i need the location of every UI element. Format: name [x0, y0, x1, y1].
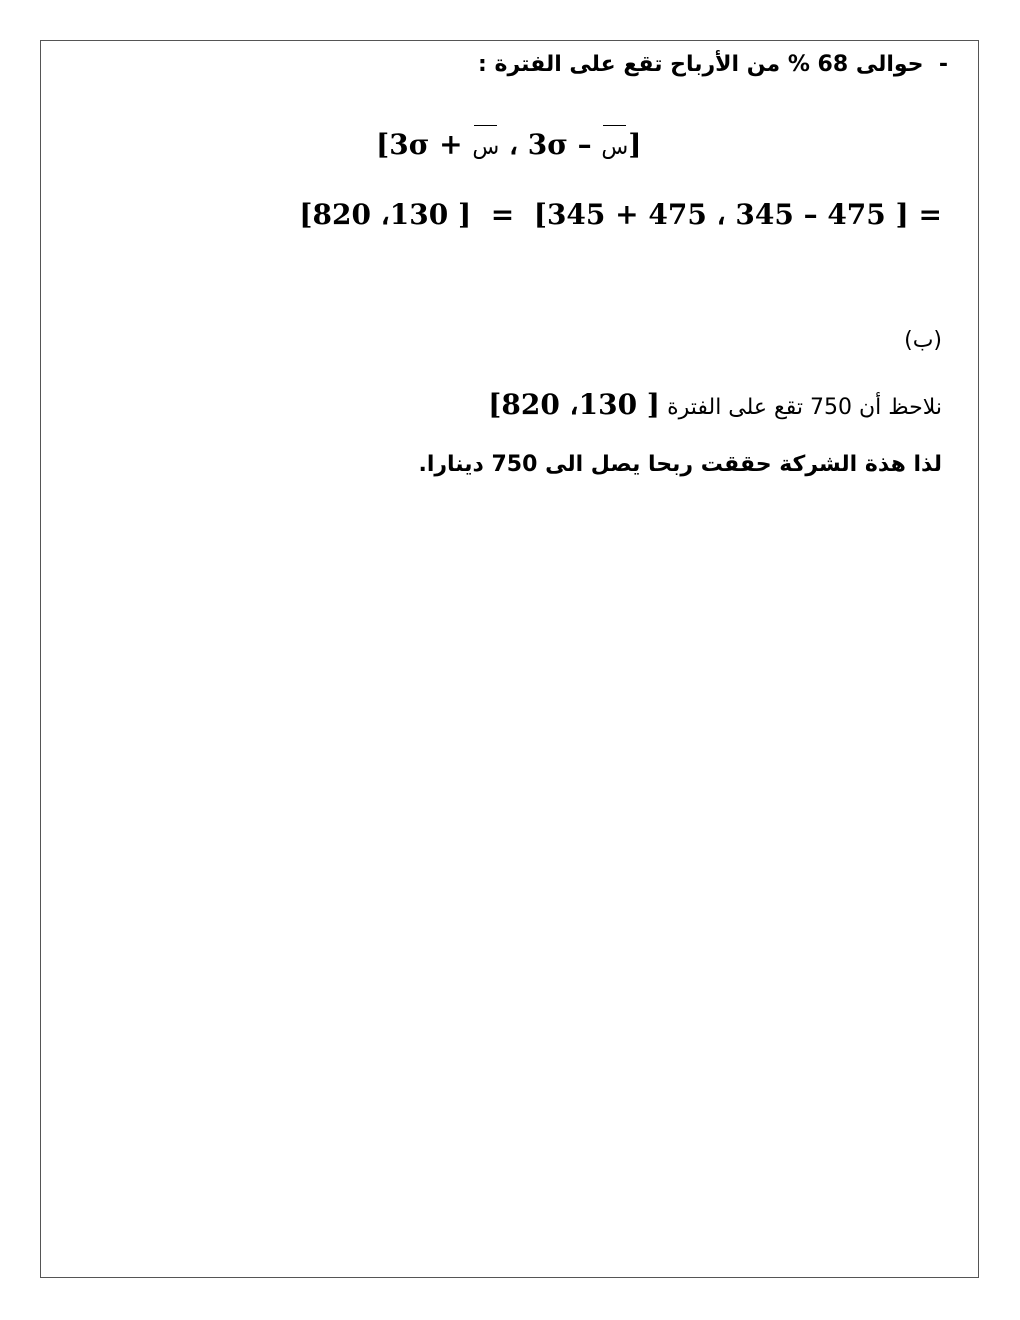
calc-equals: = — [490, 198, 515, 231]
bullet-dash: - — [938, 52, 948, 77]
note-line — [488, 388, 942, 421]
calculation-line — [299, 198, 942, 231]
mean-symbol-1: س — [472, 135, 500, 160]
formula-term-plus: 3σ + — [389, 128, 473, 161]
interval-formula — [376, 128, 641, 161]
conclusion-line — [418, 452, 942, 477]
line-68-text: حوالى 68 % من الأرباح تقع على الفترة : — [478, 52, 924, 77]
calc-result-interval: [ 130، 820] — [299, 198, 472, 231]
formula-separator: ، — [499, 128, 528, 161]
mean-symbol-2: س — [601, 135, 629, 160]
part-b-label — [904, 328, 942, 353]
formula-term-minus: 3σ – — [527, 128, 602, 161]
formula-close-bracket: ] — [628, 128, 642, 161]
formula-open-bracket: [ — [376, 128, 390, 161]
calc-lhs: = [ 475 – 345 ، 475 + 345] — [533, 198, 942, 231]
line-68-percent — [478, 52, 948, 77]
part-b-label-text: (ب) — [904, 328, 942, 353]
note-interval: [ 130، 820] — [488, 388, 661, 421]
conclusion-text: لذا هذة الشركة حققت ربحا يصل الى 750 دينارا. — [418, 452, 942, 477]
note-text: نلاحظ أن 750 تقع على الفترة — [667, 395, 942, 420]
